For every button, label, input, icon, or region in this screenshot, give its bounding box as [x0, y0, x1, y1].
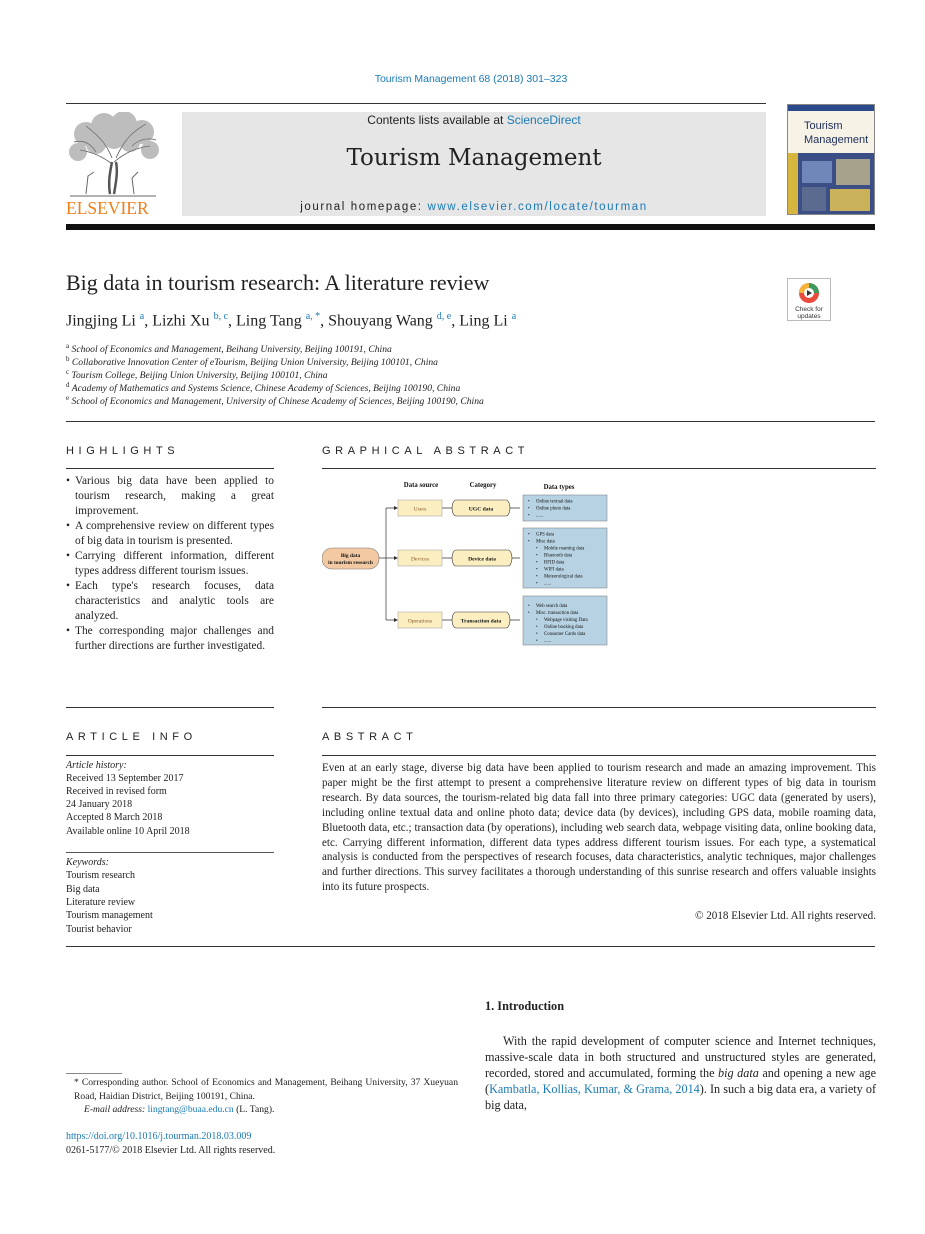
affiliation [66, 342, 392, 355]
affiliation-text: School of Economics and Management, Beihang University, Beijing 100191, China [71, 344, 392, 356]
intro-text-part: With the rapid development of computer science and Internet techniques, massive-scale data in both structured and unstructured styles are generated, recorded, stored and accumulated, forming the [485, 1034, 876, 1080]
ga-type-item: ...... [544, 581, 552, 587]
author-name: Ling Li [459, 312, 508, 330]
history-line: Received 13 September 2017 [66, 773, 184, 784]
introduction-heading: 1. Introduction [485, 999, 565, 1013]
ga-type-bullet: • [528, 539, 530, 545]
author-name: Ling Tang [236, 312, 302, 330]
ga-type-bullet: • [536, 560, 538, 566]
homepage-line [182, 201, 766, 213]
keyword[interactable]: Tourism research [66, 870, 135, 881]
cover-title-2: Management [804, 134, 869, 146]
sciencedirect-link[interactable]: ScienceDirect [506, 113, 581, 127]
elsevier-logo [66, 112, 161, 216]
ga-type-bullet: • [536, 581, 538, 587]
affiliation-mark: e [66, 394, 70, 402]
ga-type-item: Online booking data [544, 625, 584, 630]
email-link[interactable]: lingtang@buaa.edu.cn [147, 1104, 234, 1115]
top-rule [66, 103, 766, 104]
abstract-copyright: © 2018 Elsevier Ltd. All rights reserved. [695, 910, 876, 922]
header-thick-rule [66, 224, 875, 230]
ga-type-item: Webpage visiting Data [544, 618, 588, 623]
intro-emphasis: big data [718, 1066, 759, 1080]
ga-root-line2: in tourism research [328, 560, 373, 566]
article-info-rule [66, 755, 274, 756]
ga-type-bullet: • [528, 513, 530, 519]
abstract-heading: ABSTRACT [322, 731, 418, 743]
ga-type-item: Consumer Cards data [544, 632, 586, 637]
affiliation-text: Academy of Mathematics and Systems Science, Chinese Academy of Sciences, Beijing 100190, China [71, 383, 461, 395]
author-name: Shouyang Wang [328, 312, 433, 330]
homepage-link[interactable]: www.elsevier.com/locate/tourman [427, 201, 648, 213]
elsevier-tree-icon [66, 112, 161, 216]
check-updates-icon [788, 279, 830, 320]
ga-type-item: Online textual data [536, 499, 573, 505]
affiliation-mark: c [66, 368, 70, 376]
check-for-updates-badge[interactable] [787, 278, 831, 321]
journal-cover[interactable] [787, 104, 875, 215]
ga-source-label: Devices [410, 556, 430, 563]
ga-type-item: RFID data [544, 560, 565, 566]
highlight-item: • Various big data have been applied to tourism research, making a great improvement. [66, 474, 274, 519]
ga-root-line1: Big data [340, 553, 361, 559]
author-affiliation-mark[interactable]: a [511, 311, 517, 322]
ga-col-category: Category [469, 482, 497, 489]
affiliation-mark: d [66, 381, 70, 389]
author-name: Lizhi Xu [152, 312, 210, 330]
ga-type-bullet: • [536, 567, 538, 573]
keywords-label: Keywords: [66, 857, 109, 868]
ga-type-item: Web search data [536, 604, 568, 609]
ga-type-item: WIFI data [544, 567, 564, 573]
history-label: Article history: [66, 760, 127, 771]
highlight-item: • Each type's research focuses, data characteristics and analytic tools are analyzed. [66, 579, 274, 624]
ga-type-item: Misc. transaction data [536, 611, 579, 616]
ga-type-bullet: • [536, 625, 538, 630]
ga-type-bullet: • [528, 532, 530, 538]
highlight-item: • Carrying different information, different types address different tourism issues. [66, 549, 274, 579]
ga-category-label: UGC data [468, 506, 494, 513]
affiliation [66, 394, 484, 407]
abstract-rule [322, 755, 876, 756]
ga-col-types: Data types [543, 484, 575, 491]
ga-type-item: Meteorological data [544, 574, 583, 580]
footnote [66, 1076, 458, 1117]
history-line: 24 January 2018 [66, 799, 133, 810]
keyword[interactable]: Tourist behavior [66, 924, 132, 935]
cover-image [788, 105, 874, 214]
author-name: Jingjing Li [66, 312, 136, 330]
intro-text-part: and opening a new age ( [485, 1066, 876, 1096]
doi-link[interactable]: https://doi.org/10.1016/j.tourman.2018.03.009 [66, 1131, 252, 1142]
ga-type-item: Bluetooth data [544, 553, 573, 559]
check-badge-line1: Check for [795, 306, 823, 313]
contents-prefix: Contents lists available at [367, 113, 507, 127]
intro-text-part: ). In such a big data era, a variety of big data, [485, 1082, 877, 1112]
ga-source-label: Operations [407, 618, 433, 625]
ga-category-label: Transaction data [460, 618, 502, 625]
homepage-prefix: journal homepage: [300, 201, 428, 213]
article-info-heading: ARTICLE INFO [66, 731, 197, 743]
abstract-text: Even at an early stage, diverse big data have been applied to tourism research and made an amazing improvement. This paper might be the first attempt to present a comprehensive literature review on different types of big data in tourism research. By data sources, the tourism-related big data fall into three primary categories: UGC data (generated by users), including online textual data and online photo data; device data (by devices), including GPS data, mobile roaming data, Bluetooth data, etc.; transaction data (by operations), including web search data, webpage visiting data, online booking data, etc. Carrying different information, different data types address different tourism issues. For each type, a systematical analysis is conducted from the perspectives of research focuses, data characteristics, analytic techniques, major challenges and further directions. This survey facilitates a thorough understanding of this sunrise research and offers valuable insights into its future prospects. [322, 762, 876, 894]
ga-type-bullet: • [528, 499, 530, 505]
ga-type-item: ...... [536, 513, 544, 519]
author-list: Jingjing Li $^a$, Lizhi Xu $^{b, c}$, Ling Tang $^{a, *}$, Shouyang Wang $^{d, e}$, Ling Li $^a$ [66, 311, 517, 330]
affiliation-mark: b [66, 355, 70, 363]
author-affiliation-mark[interactable]: b, c [213, 311, 229, 322]
ga-type-bullet: • [528, 611, 530, 616]
footnote-rule [66, 1073, 122, 1074]
history-line: Accepted 8 March 2018 [66, 812, 163, 823]
affiliations-rule [66, 421, 875, 422]
ga-type-bullet: • [536, 574, 538, 580]
graphical-abstract-bottom-rule [322, 707, 876, 708]
affiliation-text: Collaborative Innovation Center of eTourism, Beijing Union University, Beijing 100101, China [71, 357, 438, 369]
corresponding-author-note: * Corresponding author. School of Economics and Management, Beihang University, 37 Xueyuan Road, Haidian District, Beijing 100191, China. [74, 1077, 458, 1102]
ga-type-item: GPS data [536, 532, 554, 538]
email-line [66, 1103, 458, 1117]
cover-title-1: Tourism [804, 120, 843, 132]
author-affiliation-mark[interactable]: d, e [436, 311, 452, 322]
highlights-bottom-rule [66, 707, 274, 708]
graphical-abstract-heading: GRAPHICAL ABSTRACT [322, 445, 530, 457]
check-badge-line2: updates [797, 313, 821, 320]
email-suffix: (L. Tang). [233, 1104, 275, 1115]
ga-type-bullet: • [536, 639, 538, 644]
keyword[interactable]: Tourism management [66, 910, 153, 921]
ga-category-label: Device data [468, 556, 496, 563]
keyword[interactable]: Literature review [66, 897, 136, 908]
history-line: Received in revised form [66, 786, 167, 797]
ga-col-source: Data source [403, 482, 439, 489]
affiliation-mark: a [66, 342, 70, 350]
ga-source-label: Users [413, 506, 427, 513]
graphical-abstract-diagram [322, 474, 622, 654]
journal-title: Tourism Management [346, 145, 602, 171]
highlight-item: • A comprehensive review on different types of big data in tourism is presented. [66, 519, 274, 549]
highlights-rule [66, 468, 274, 469]
email-label: E-mail address: [84, 1104, 148, 1115]
issn-line: 0261-5177/© 2018 Elsevier Ltd. All rights reserved. [66, 1145, 276, 1156]
ga-type-item: ...... [544, 639, 552, 644]
keywords-rule [66, 852, 274, 853]
ga-type-item: Misc data [536, 539, 555, 545]
graphical-abstract-rule [322, 468, 876, 469]
introduction-text [485, 1033, 876, 1113]
ga-type-bullet: • [528, 604, 530, 609]
ga-type-item: Online photo data [536, 506, 571, 512]
affiliation [66, 381, 460, 394]
affiliation [66, 355, 438, 368]
citation-link[interactable]: Kambatla, Kollias, Kumar, & Grama, 2014 [489, 1082, 700, 1096]
ga-type-bullet: • [536, 618, 538, 623]
front-matter-bottom-rule [66, 946, 875, 947]
keyword[interactable]: Big data [66, 884, 100, 895]
affiliation-text: School of Economics and Management, University of Chinese Academy of Sciences, Beijing 100190, China [71, 396, 484, 408]
highlights-list [66, 474, 274, 654]
ga-type-bullet: • [536, 553, 538, 559]
author-affiliation-mark[interactable]: a, * [305, 311, 321, 322]
ga-type-bullet: • [536, 546, 538, 552]
history-line: Available online 10 April 2018 [66, 826, 190, 837]
highlights-heading: HIGHLIGHTS [66, 445, 180, 457]
article-title: Big data in tourism research: A literature review [66, 270, 490, 295]
journal-reference[interactable]: Tourism Management 68 (2018) 301–323 [374, 73, 568, 85]
affiliation-text: Tourism College, Beijing Union University, Beijing 100101, China [71, 370, 328, 382]
ga-type-bullet: • [536, 632, 538, 637]
ga-type-bullet: • [528, 506, 530, 512]
affiliation [66, 368, 328, 381]
highlight-item: • The corresponding major challenges and further directions are further investigated. [66, 624, 274, 654]
contents-line [182, 113, 766, 127]
elsevier-wordmark: ELSEVIER [66, 198, 149, 216]
ga-type-item: Mobile roaming data [544, 546, 585, 552]
author-affiliation-mark[interactable]: a [139, 311, 145, 322]
